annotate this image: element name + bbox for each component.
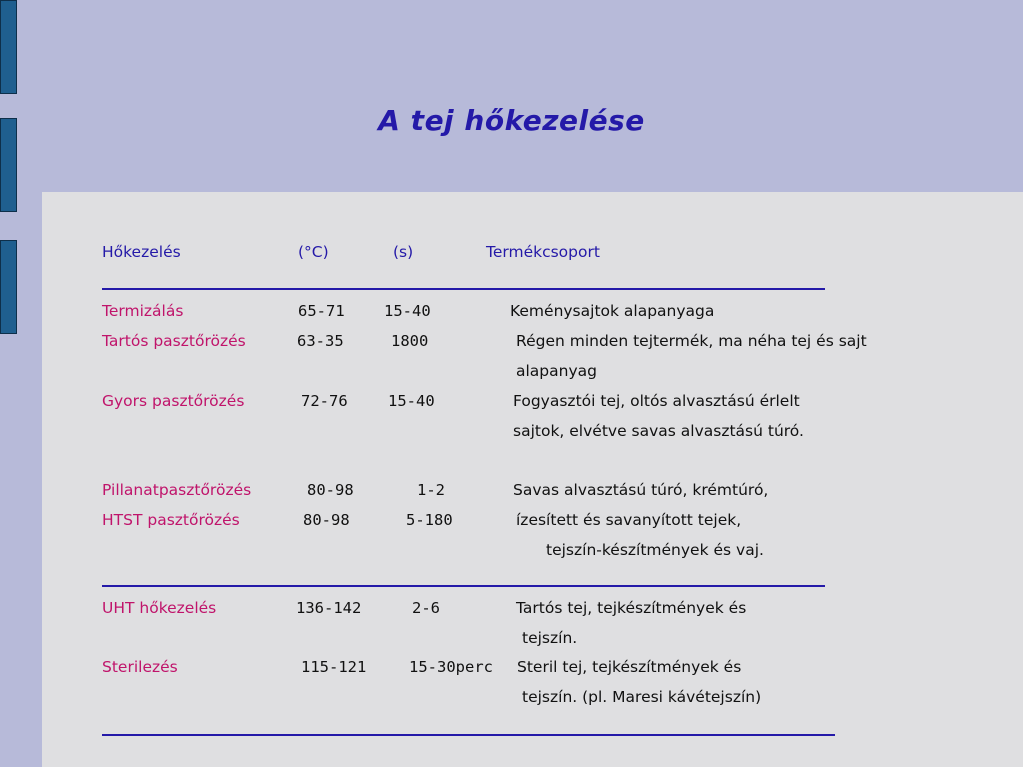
row-temp: 115-121: [301, 658, 367, 676]
divider-line: [102, 734, 835, 736]
row-desc: Steril tej, tejkészítmények és: [517, 658, 742, 676]
header-col-temperature: (°C): [298, 243, 329, 261]
page-title: A tej hőkezelése: [378, 104, 645, 137]
row-desc: ízesített és savanyított tejek,: [516, 511, 742, 529]
row-desc-continued: tejszín.: [522, 629, 578, 647]
row-desc-continued: tejszín-készítmények és vaj.: [546, 541, 764, 559]
row-name: Sterilezés: [102, 658, 178, 676]
row-time: 2-6: [412, 599, 440, 617]
row-time: 1-2: [417, 481, 445, 499]
row-temp: 65-71: [298, 302, 345, 320]
row-temp: 80-98: [303, 511, 350, 529]
row-desc-continued: tejszín. (pl. Maresi kávétejszín): [522, 688, 762, 706]
row-name: Pillanatpasztőrözés: [102, 481, 252, 499]
row-desc-continued: sajtok, elvétve savas alvasztású túró.: [513, 422, 804, 440]
header-col-treatment: Hőkezelés: [102, 243, 181, 261]
sidebar-block-3: [0, 240, 17, 334]
row-desc: Fogyasztói tej, oltós alvasztású érlelt: [513, 392, 800, 410]
row-temp: 72-76: [301, 392, 348, 410]
row-desc: Régen minden tejtermék, ma néha tej és sajt: [516, 332, 867, 350]
row-temp: 136-142: [296, 599, 362, 617]
row-desc-continued: alapanyag: [516, 362, 597, 380]
row-desc: Savas alvasztású túró, krémtúró,: [513, 481, 769, 499]
row-time: 15-30perc: [409, 658, 493, 676]
row-time: 15-40: [388, 392, 435, 410]
row-name: Tartós pasztőrözés: [102, 332, 246, 350]
row-name: Gyors pasztőrözés: [102, 392, 245, 410]
row-time: 1800: [391, 332, 429, 350]
row-name: Termizálás: [102, 302, 184, 320]
divider-line: [102, 585, 825, 587]
row-name: UHT hőkezelés: [102, 599, 217, 617]
row-temp: 80-98: [307, 481, 354, 499]
header-col-time: (s): [393, 243, 414, 261]
row-time: 15-40: [384, 302, 431, 320]
content-panel: [42, 192, 1023, 767]
row-temp: 63-35: [297, 332, 344, 350]
row-time: 5-180: [406, 511, 453, 529]
row-desc: Keménysajtok alapanyaga: [510, 302, 715, 320]
header-col-product-group: Termékcsoport: [486, 243, 600, 261]
row-name: HTST pasztőrözés: [102, 511, 240, 529]
sidebar-block-1: [0, 0, 17, 94]
row-desc: Tartós tej, tejkészítmények és: [516, 599, 747, 617]
divider-line: [102, 288, 825, 290]
